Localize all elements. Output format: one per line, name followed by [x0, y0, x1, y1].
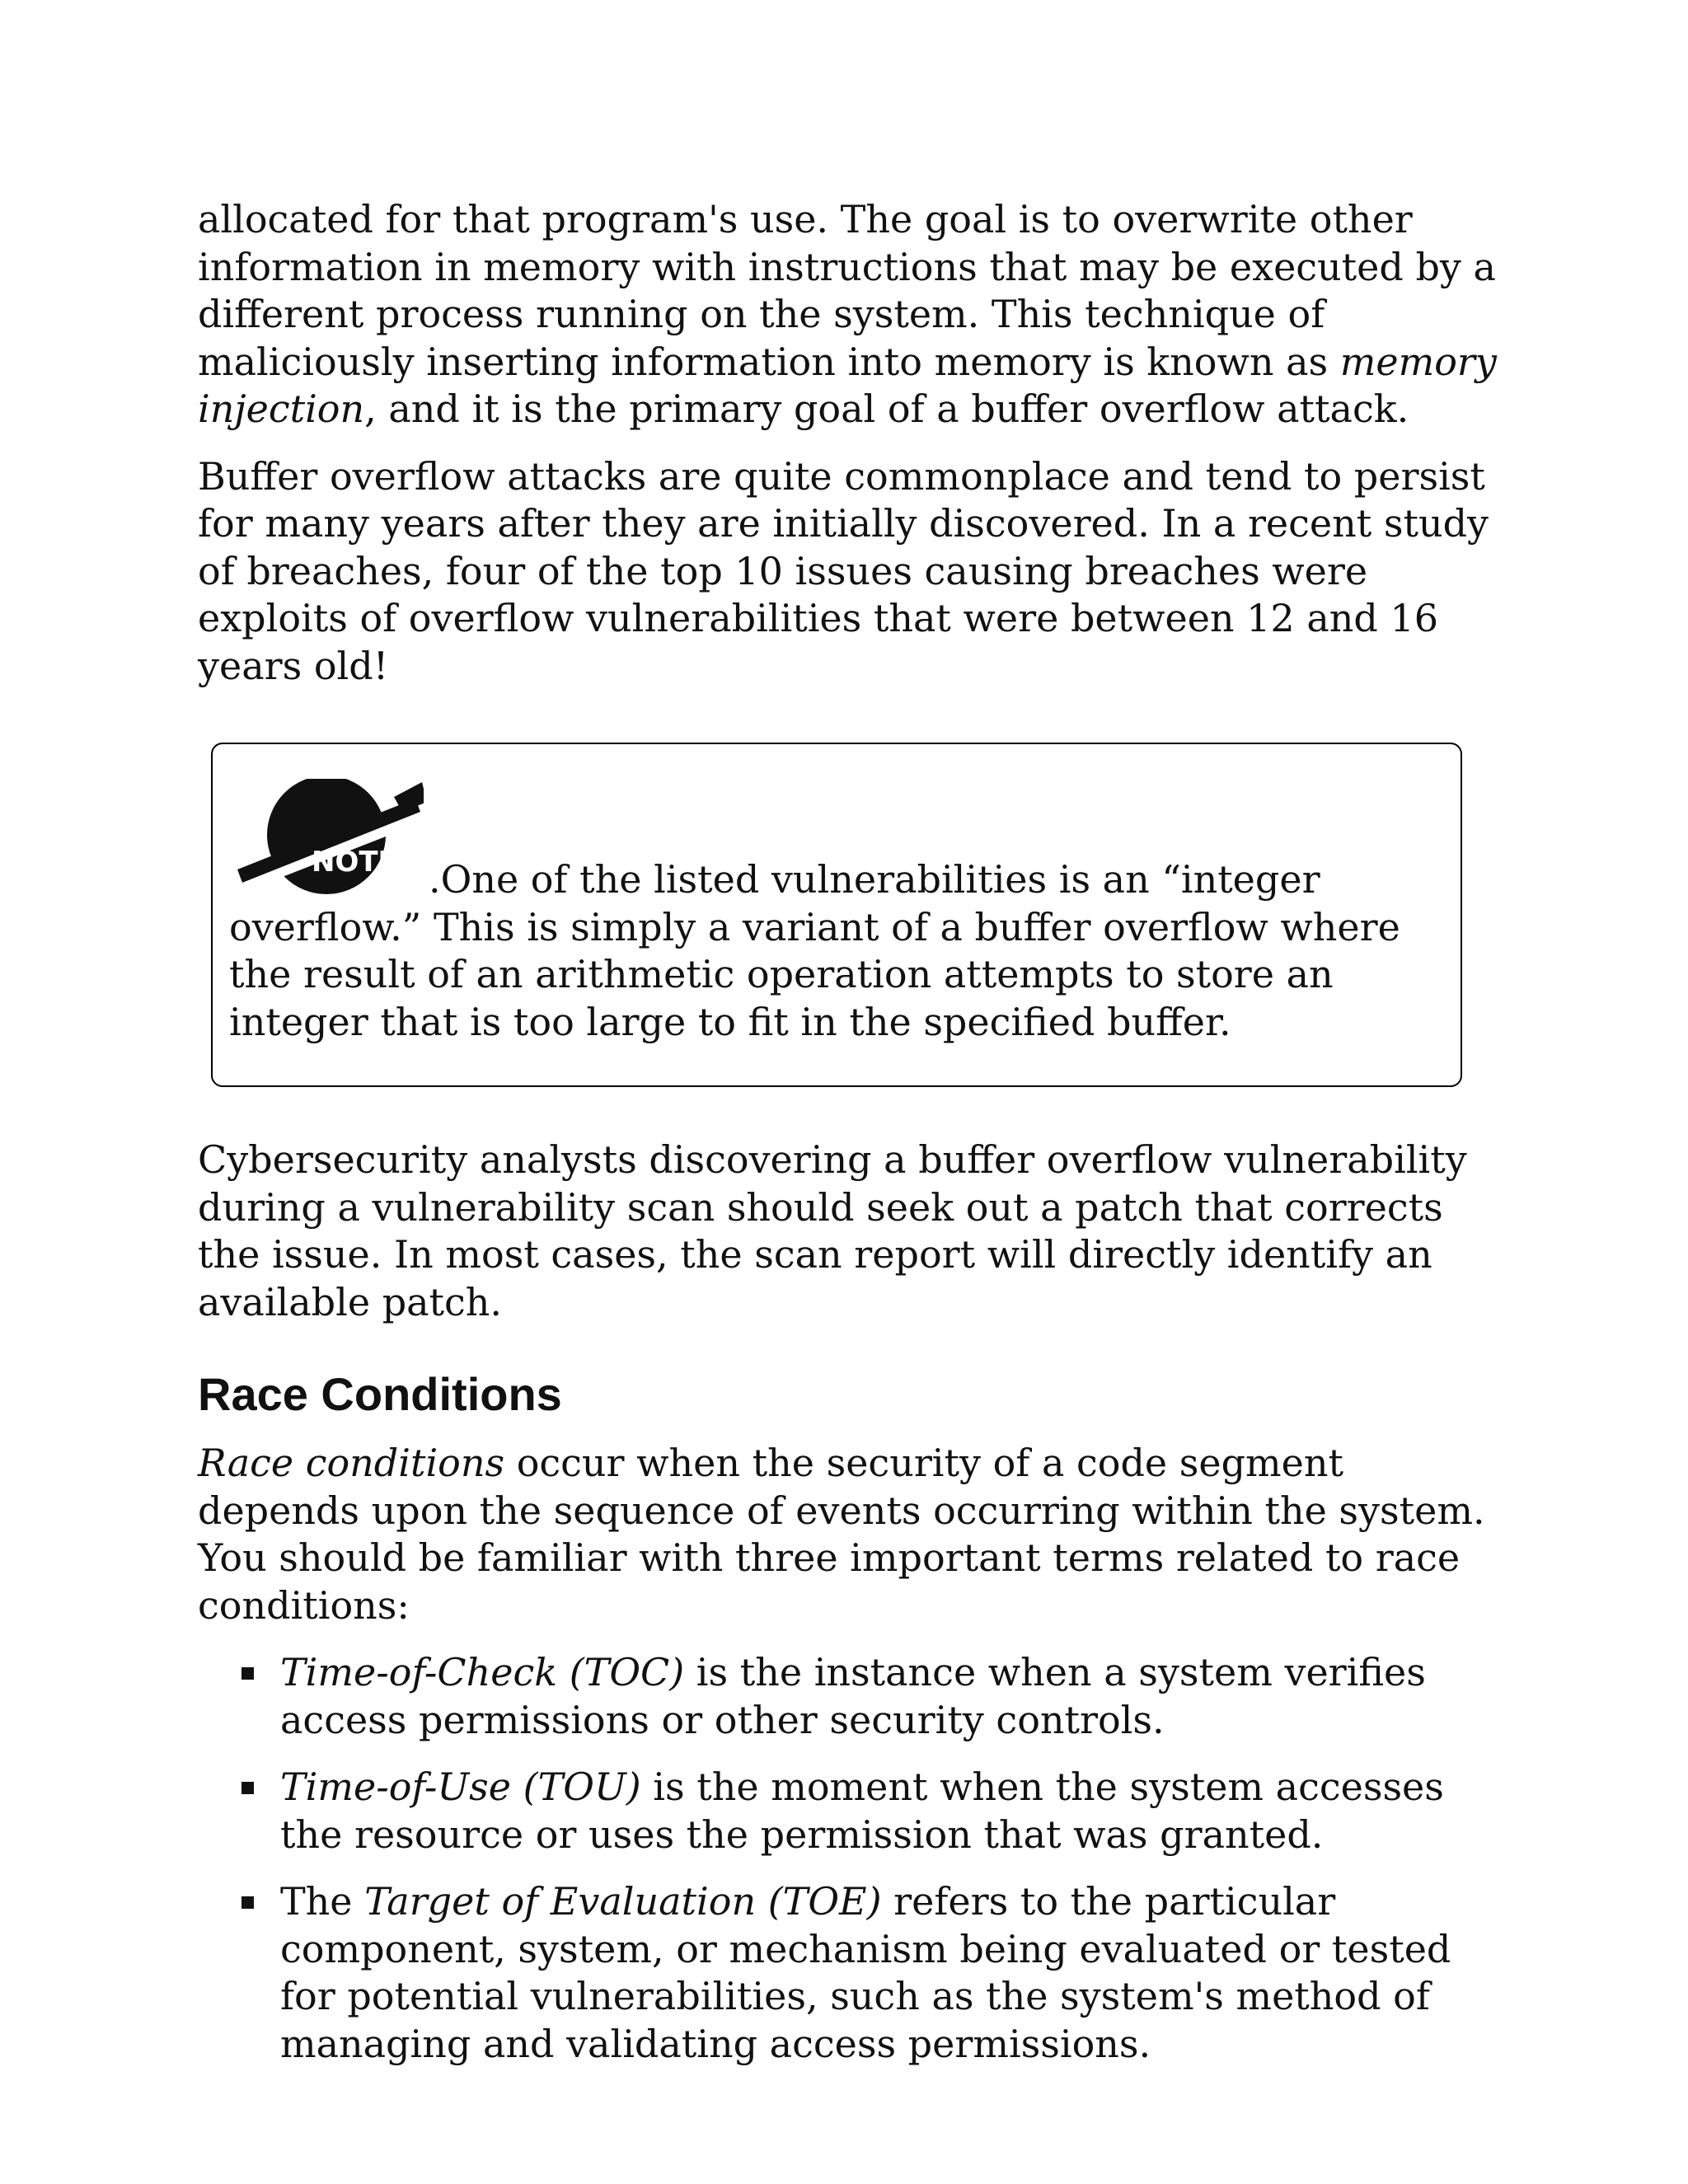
emphasis-term: Time-of-Use (TOU): [280, 1765, 641, 1809]
bullet-marker: [241, 1782, 254, 1794]
paragraph-patching-advice: [198, 1137, 1500, 1326]
paragraph-buffer-overflow-prevalence: [198, 453, 1500, 691]
note-icon: [229, 779, 424, 899]
note-body: [229, 779, 1449, 1046]
list-item-text: is the instance when a system verifies access permissions or other security controls.: [280, 1650, 1426, 1742]
emphasis-term: memory injection: [198, 339, 1497, 431]
bullet-marker: [241, 1667, 254, 1680]
paragraph-race-conditions-intro: [198, 1440, 1500, 1629]
paragraph-text: , and it is the primary goal of a buffer overflow attack.: [364, 387, 1409, 431]
paragraph-text: Cybersecurity analysts discovering a buffer overflow vulnerability during a vulnerability scan should seek out a patch that corrects the issue. In most cases, the scan report will directly identify an available patch.: [198, 1137, 1467, 1324]
race-condition-terms-list: [198, 1649, 1500, 2068]
note-callout: [211, 743, 1462, 1087]
list-item: [280, 1878, 1500, 2068]
note-text: .One of the listed vulnerabilities is an “integer overflow.” This is simply a variant of a buffer overflow where the result of an arithmetic operation attempts to store an integer that is too large to fit in the specified buffer.: [229, 857, 1400, 1044]
bullet-marker: [241, 1896, 254, 1909]
paragraph-text: allocated for that program's use. The goal is to overwrite other information in memory with instructions that may be executed by a different process running on the system. This technique of maliciously inserting information into memory is known as: [198, 197, 1496, 384]
document-page: [198, 196, 1500, 2088]
note-icon-label: NOTE: [312, 846, 397, 879]
section-heading: Race Conditions: [198, 1368, 562, 1420]
list-item-prefix: The: [280, 1879, 365, 1924]
emphasis-term: Race conditions: [198, 1441, 505, 1485]
list-item: [280, 1649, 1500, 1744]
list-item-text: is the moment when the system accesses the resource or uses the permission that was granted.: [280, 1765, 1444, 1857]
list-item-text: refers to the particular component, system, or mechanism being evaluated or tested for potential vulnerabilities, such as the system's method of managing and validating access permissions.: [280, 1879, 1451, 2066]
paragraph-buffer-overflow-intro: [198, 196, 1500, 434]
paragraph-text: occur when the security of a code segment depends upon the sequence of events occurring within the system. You should be familiar with three important terms related to race conditions:: [198, 1441, 1485, 1628]
list-item: [280, 1764, 1500, 1858]
emphasis-term: Time-of-Check (TOC): [280, 1650, 685, 1694]
emphasis-term: Target of Evaluation (TOE): [364, 1879, 882, 1924]
paragraph-text: Buffer overflow attacks are quite commonplace and tend to persist for many years after they are initially discovered. In a recent study of breaches, four of the top 10 issues causing breaches were exploits of overflow vulnerabilities that were between 12 and 16 years old!: [198, 453, 1489, 688]
